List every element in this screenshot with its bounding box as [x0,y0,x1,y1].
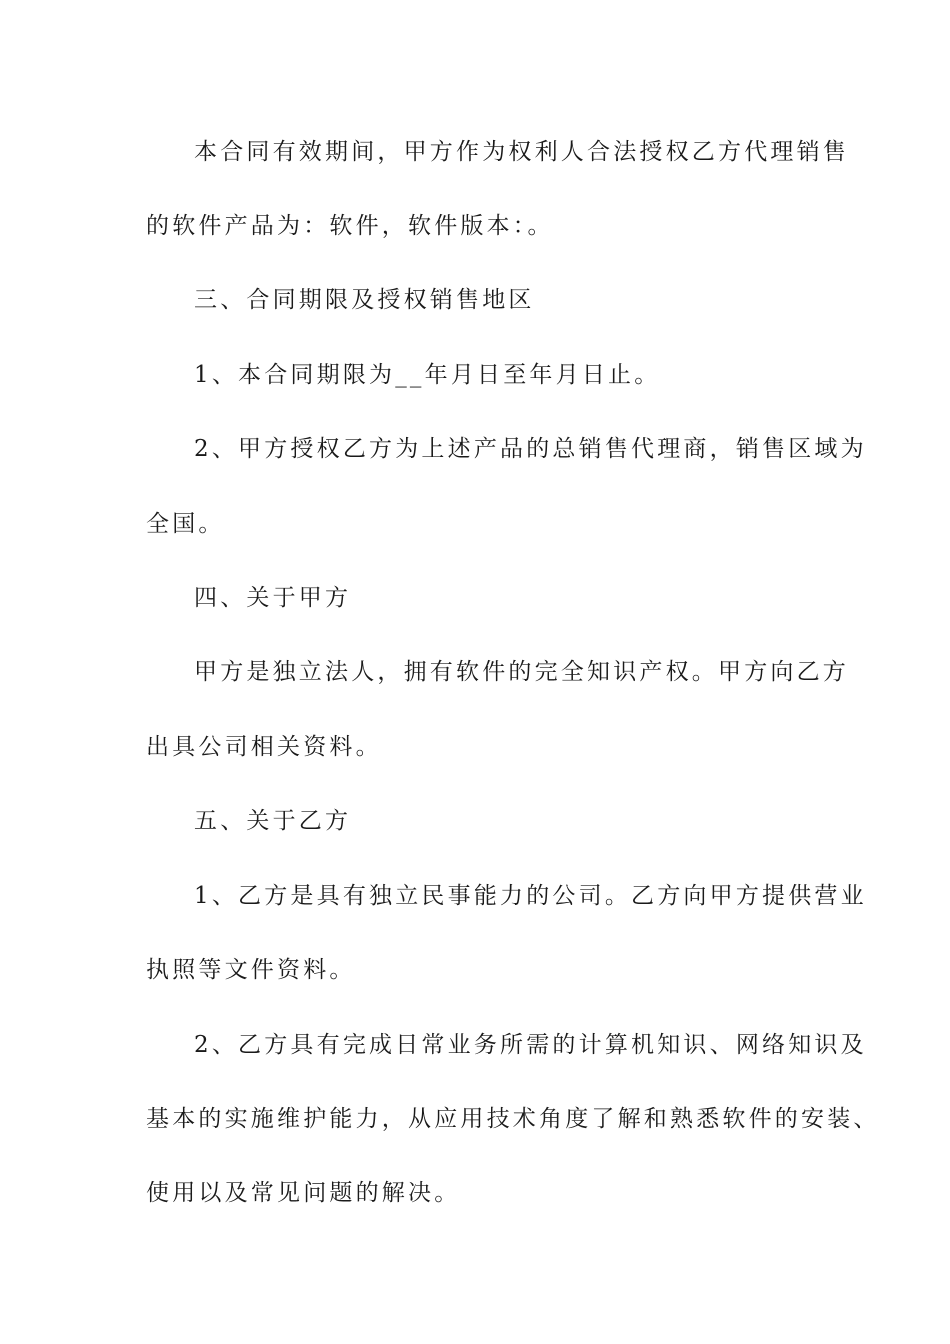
clause-5-2-line-1: 2、乙方具有完成日常业务所需的计算机知识、网络知识及 [194,1032,867,1058]
clause-5-2-line-3: 使用以及常见问题的解决。 [146,1180,461,1206]
paragraph-party-a-line-1: 甲方是独立法人，拥有软件的完全知识产权。甲方向乙方 [194,659,849,685]
paragraph-party-a-line-2: 出具公司相关资料。 [146,734,382,760]
clause-3-2-line-1: 2、甲方授权乙方为上述产品的总销售代理商，销售区域为 [194,436,867,462]
clause-3-2-line-2: 全国。 [146,511,225,537]
section-heading-5: 五、关于乙方 [194,808,352,834]
clause-5-2-line-2: 基本的实施维护能力，从应用技术角度了解和熟悉软件的安装、 [146,1106,880,1132]
clause-5-1-line-2: 执照等文件资料。 [146,957,356,983]
clause-5-1-line-1: 1、乙方是具有独立民事能力的公司。乙方向甲方提供营业 [194,883,867,909]
section-heading-3: 三、合同期限及授权销售地区 [194,287,535,313]
section-heading-4: 四、关于甲方 [194,585,352,611]
paragraph-validity-line-2: 的软件产品为：软件，软件版本：。 [146,213,554,239]
paragraph-validity-line-1: 本合同有效期间，甲方作为权利人合法授权乙方代理销售 [194,139,849,165]
clause-3-1: 1、本合同期限为__年月日至年月日止。 [194,362,661,388]
